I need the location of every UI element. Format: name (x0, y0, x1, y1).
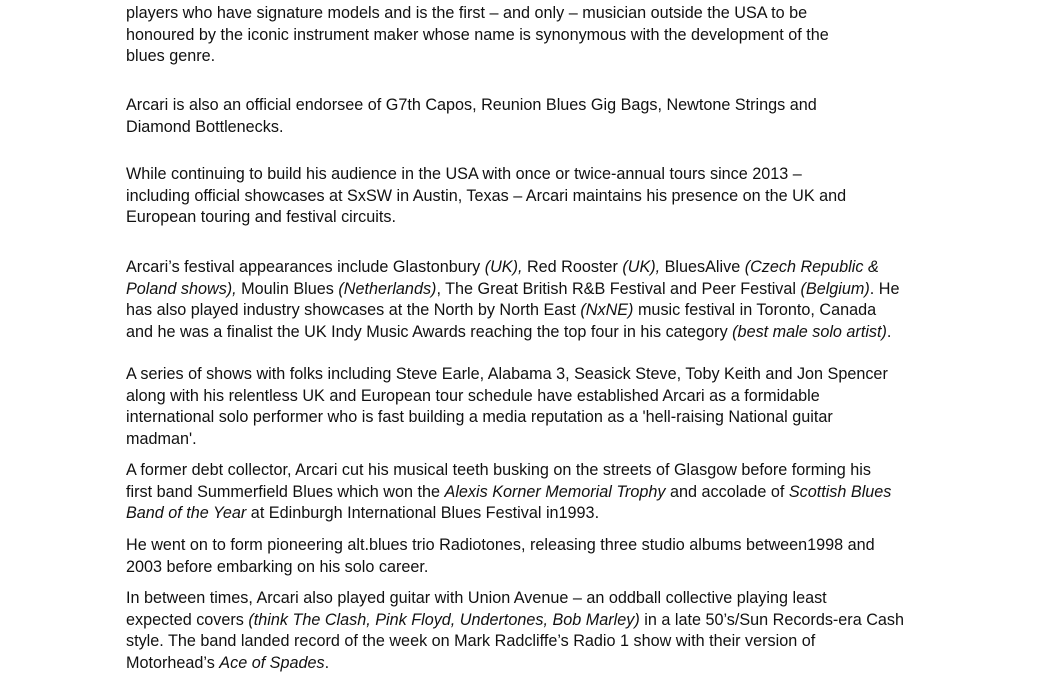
text-line: Arcari is also an official endorsee of G7th Capos, Reunion Blues Gig Bags, Newtone Strings and (126, 96, 817, 114)
text-run-italic: Band of the Year (126, 504, 247, 523)
text-run: first band Summerfield Blues which won the (126, 482, 445, 501)
text-line: European touring and festival circuits. (126, 208, 396, 227)
paragraph-shows-with-folks (126, 364, 888, 450)
text-run: Motorhead’s (126, 653, 220, 672)
paragraph-endorsements (126, 95, 817, 138)
text-run: has also played industry showcases at the North by North East (126, 301, 581, 320)
text-line: He went on to form pioneering alt.blues trio Radiotones, releasing three studio albums between1998 and (126, 536, 875, 554)
text-line (126, 653, 904, 675)
paragraph-debt-collector (126, 460, 891, 525)
text-run-italic: (Netherlands) (338, 279, 437, 298)
paragraph-usa-tours (126, 164, 846, 229)
text-line: 2003 before embarking on his solo career. (126, 557, 429, 576)
text-run: and accolade of (665, 482, 789, 501)
text-run-italic: (Czech Republic & (744, 258, 879, 276)
text-line (126, 610, 904, 632)
text-line: blues genre. (126, 47, 216, 66)
text-run-italic: (UK), (622, 258, 661, 276)
text-run: , The Great British R&B Festival and Peer Festival (436, 279, 801, 298)
text-run-italic: Poland shows), (126, 279, 237, 298)
text-line (126, 322, 899, 344)
paragraph-festival-appearances (126, 257, 899, 343)
text-run-italic: (UK), (484, 258, 523, 276)
text-run-italic: Alexis Korner Memorial Trophy (444, 482, 666, 501)
text-run-italic: Ace of Spades (219, 653, 325, 672)
text-line: style. The band landed record of the week on Mark Radcliffe’s Radio 1 show with their version of (126, 632, 816, 651)
text-line: along with his relentless UK and European tour schedule have established Arcari as a formidable (126, 386, 820, 405)
text-run-italic: (Belgium) (800, 279, 870, 298)
text-run: Red Rooster (522, 258, 623, 276)
text-run-italic: Scottish Blues (788, 482, 892, 501)
text-run: . (886, 322, 892, 341)
paragraph-radiotones (126, 535, 875, 578)
text-line: including official showcases at SxSW in Austin, Texas – Arcari maintains his presence on the UK and (126, 186, 847, 205)
text-line: In between times, Arcari also played guitar with Union Avenue – an oddball collective playing least (126, 589, 827, 607)
text-line: A series of shows with folks including Steve Earle, Alabama 3, Seasick Steve, Toby Keith and Jon Spencer (126, 365, 888, 383)
paragraph-signature-models (126, 3, 829, 68)
text-run: music festival in Toronto, Canada (633, 301, 877, 320)
text-line: honoured by the iconic instrument maker whose name is synonymous with the development of the (126, 25, 829, 44)
text-run-italic: (best male solo artist) (732, 322, 887, 341)
text-line: madman'. (126, 429, 197, 448)
text-run: expected covers (126, 610, 249, 629)
text-line: A former debt collector, Arcari cut his musical teeth busking on the streets of Glasgow before forming his (126, 461, 871, 479)
text-run-italic: (think The Clash, Pink Floyd, Undertones, Bob Marley) (248, 610, 640, 629)
text-run: in a late 50’s/Sun Records-era Cash (639, 610, 904, 629)
text-run: at Edinburgh International Blues Festival in1993. (246, 504, 600, 523)
text-line: players who have signature models and is the first – and only – musician outside the USA to be (126, 4, 808, 22)
text-line: While continuing to build his audience in the USA with once or twice-annual tours since 2013 – (126, 165, 802, 183)
text-line (126, 503, 891, 525)
text-line (126, 279, 899, 301)
text-run: . (324, 653, 330, 672)
text-line (126, 257, 899, 279)
text-line: international solo performer who is fast building a media reputation as a 'hell-raising National guitar (126, 408, 833, 427)
text-run: BluesAlive (660, 258, 745, 276)
text-run: . He (869, 279, 900, 298)
text-run: Moulin Blues (236, 279, 339, 298)
text-run-italic: (NxNE) (580, 301, 634, 320)
text-line (126, 300, 899, 322)
paragraph-union-avenue (126, 588, 904, 674)
text-run: Arcari’s festival appearances include Glastonbury (126, 258, 485, 276)
text-line (126, 482, 891, 504)
text-line: Diamond Bottlenecks. (126, 117, 284, 136)
text-run: and he was a finalist the UK Indy Music Awards reaching the top four in his category (126, 322, 733, 341)
